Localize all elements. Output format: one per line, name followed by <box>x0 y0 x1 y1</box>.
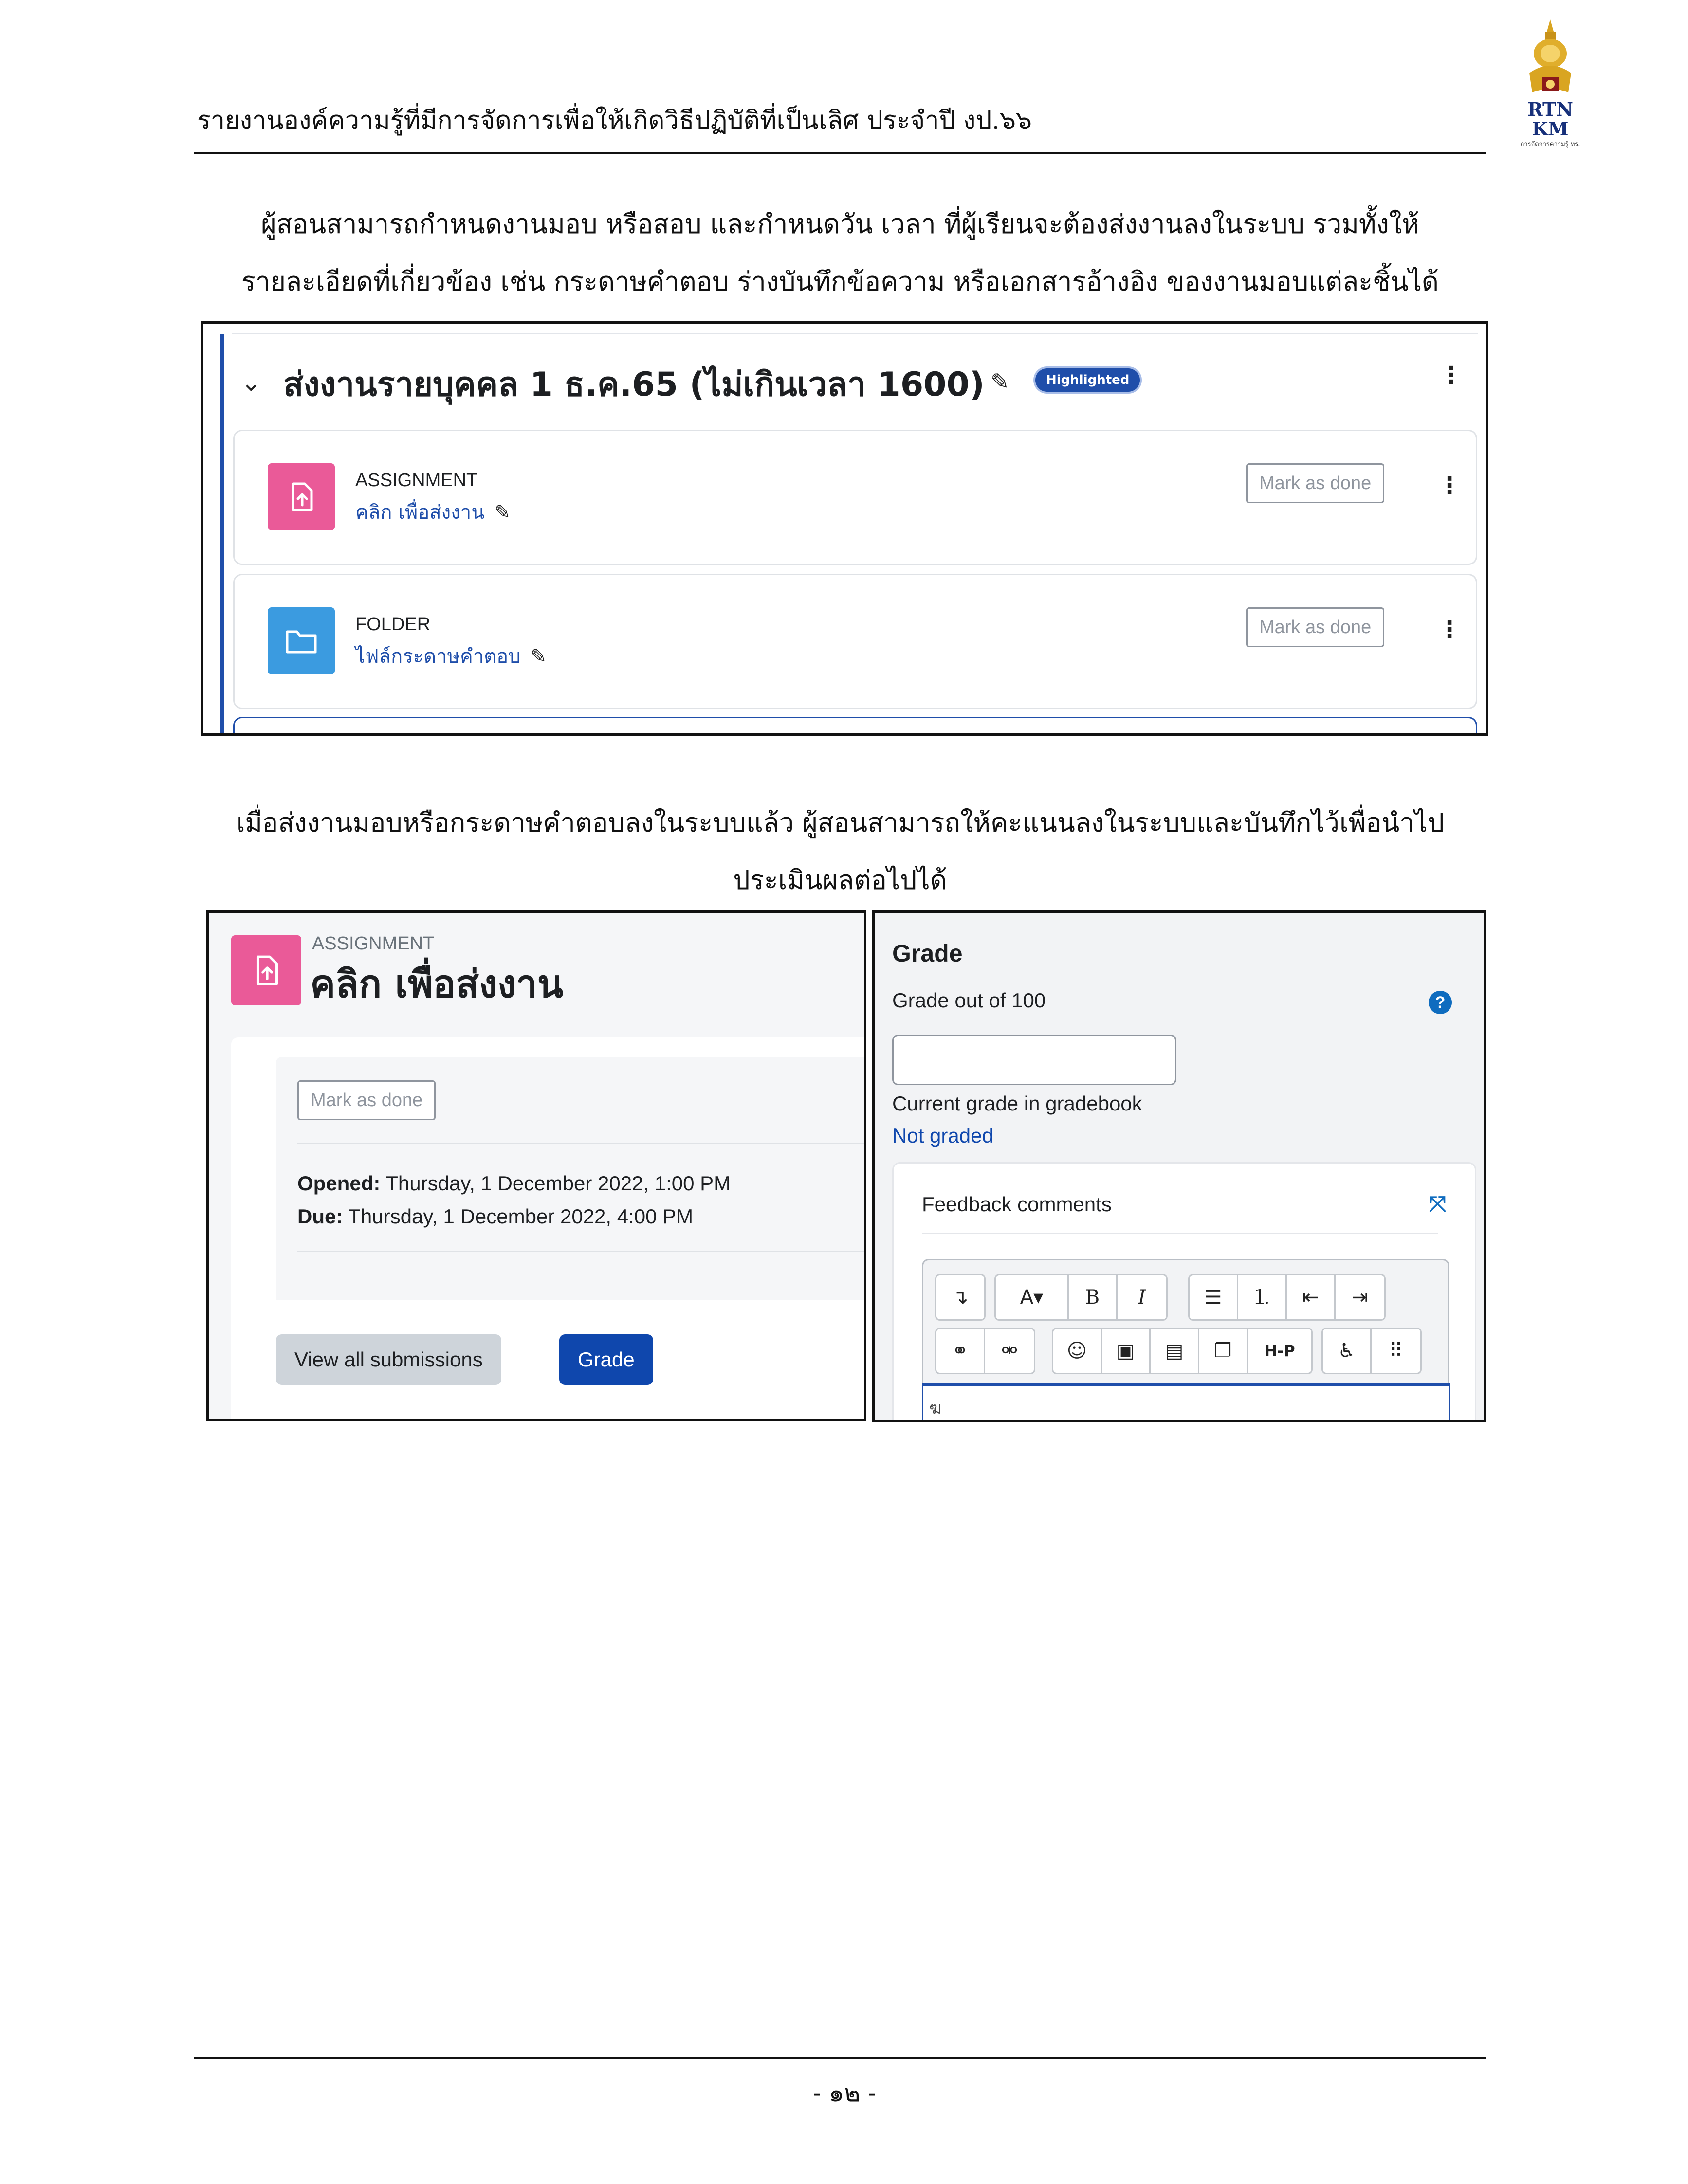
grading-paragraph <box>194 794 1486 909</box>
toolbar-group-accessibility <box>1321 1328 1422 1374</box>
mark-as-done-button[interactable]: Mark as done <box>1246 463 1384 503</box>
activity-type: ASSIGNMENT <box>355 470 478 491</box>
royal-emblem-icon <box>1523 19 1577 100</box>
activity-link[interactable] <box>355 496 511 528</box>
intro-line-2: รายละเอียดที่เกี่ยวข้อง เช่น กระดาษคำตอบ ร่างบันทึกข้อความ หรือเอกสารอ้างอิง ของงานมอบแต่ละชิ้นได้ <box>241 266 1439 297</box>
assignment-card <box>231 1037 866 1421</box>
feedback-comments-title: Feedback comments <box>922 1193 1112 1216</box>
divider <box>922 1233 1438 1234</box>
pencil-icon[interactable]: ✎ <box>530 645 547 668</box>
more-tools-icon[interactable]: ⠿ <box>1389 1340 1403 1362</box>
font-style-icon[interactable]: A▾ <box>996 1275 1069 1319</box>
course-section-screenshot <box>201 321 1488 736</box>
kebab-menu-icon[interactable]: ⋮ <box>1438 616 1461 643</box>
indent-icon[interactable]: ⇥ <box>1352 1286 1368 1309</box>
view-all-submissions-button[interactable]: View all submissions <box>276 1334 501 1385</box>
activity-name[interactable]: คลิก เพื่อส่งงาน <box>355 501 485 524</box>
activity-name[interactable]: ไฟล์กระดาษคำตอบ <box>355 645 521 668</box>
opened-date <box>297 1167 731 1200</box>
assignment-icon <box>231 935 301 1005</box>
assignment-screenshot <box>206 910 866 1421</box>
chevron-down-icon[interactable]: ⌄ <box>241 368 261 397</box>
assignment-title: คลิก เพื่อส่งงาน <box>310 963 564 1006</box>
feedback-text[interactable]: ฆ <box>929 1399 942 1418</box>
rtn-km-logo <box>1509 19 1592 148</box>
feedback-text-area[interactable] <box>922 1383 1450 1422</box>
outdent-icon[interactable]: ⇤ <box>1287 1275 1336 1319</box>
intro-paragraph <box>194 196 1486 310</box>
numbered-list-icon[interactable]: ⒈ <box>1238 1275 1287 1319</box>
activity-dates-panel <box>276 1057 866 1300</box>
header-rule <box>194 152 1486 154</box>
folder-icon <box>268 607 335 674</box>
collapse-toolbar-icon[interactable]: ↴ <box>952 1286 969 1309</box>
activity-type: FOLDER <box>355 614 431 635</box>
help-icon[interactable]: ? <box>1429 991 1452 1014</box>
h5p-icon[interactable]: H-P <box>1264 1342 1295 1360</box>
section-highlight-bar <box>220 334 224 736</box>
grade-button[interactable]: Grade <box>559 1334 653 1385</box>
current-grade-label: Current grade in gradebook <box>892 1092 1142 1115</box>
current-grade-value[interactable]: Not graded <box>892 1124 993 1147</box>
activity-dates <box>297 1167 731 1233</box>
feedback-comments-card <box>892 1162 1476 1422</box>
due-date <box>297 1200 731 1233</box>
pencil-icon[interactable]: ✎ <box>991 368 1009 395</box>
bold-icon[interactable]: B <box>1069 1275 1118 1319</box>
page-number: - ๑๒ - <box>812 2079 877 2107</box>
accessibility-icon[interactable]: ♿ <box>1323 1329 1372 1373</box>
due-value: Thursday, 1 December 2022, 4:00 PM <box>343 1205 694 1228</box>
activity-type: ASSIGNMENT <box>312 933 435 954</box>
toolbar-group-lists <box>1188 1274 1386 1321</box>
italic-icon[interactable]: I <box>1138 1286 1146 1309</box>
footer-rule <box>194 2057 1486 2059</box>
kebab-menu-icon[interactable]: ⋮ <box>1438 472 1461 499</box>
unlink-icon[interactable]: ⚮ <box>1001 1340 1018 1362</box>
grade-panel-screenshot <box>872 910 1486 1422</box>
opened-value: Thursday, 1 December 2022, 1:00 PM <box>380 1172 731 1195</box>
link-icon[interactable]: ⚭ <box>936 1329 985 1373</box>
grade-heading: Grade <box>892 940 963 967</box>
activity-folder[interactable] <box>233 574 1477 709</box>
next-activity-card <box>233 717 1477 736</box>
report-header: รายงานองค์ความรู้ที่มีการจัดการเพื่อให้เกิดวิธีปฏิบัติที่เป็นเลิศ ประจำปี งป.๖๖ <box>197 106 1032 135</box>
rich-text-editor <box>922 1259 1449 1422</box>
intro-line-1: ผู้สอนสามารถกำหนดงานมอบ หรือสอบ และกำหนดวัน เวลา ที่ผู้เรียนจะต้องส่งงานลงในระบบ รวมทั้งให้ <box>261 209 1419 239</box>
divider <box>297 1251 866 1252</box>
toolbar-group-undo <box>935 1274 986 1321</box>
bullet-list-icon[interactable]: ☰ <box>1190 1275 1238 1319</box>
section-title[interactable]: ส่งงานรายบุคคล 1 ธ.ค.65 (ไม่เกินเวลา 1600) <box>283 365 985 404</box>
due-label: Due: <box>297 1205 343 1228</box>
toolbar-group-text <box>994 1274 1168 1321</box>
assignment-icon <box>268 463 335 530</box>
toolbar-group-links <box>935 1328 1035 1374</box>
grading-line-2: ประเมินผลต่อไปได้ <box>733 865 947 895</box>
mark-as-done-button[interactable]: Mark as done <box>297 1080 436 1120</box>
grade-out-of-label: Grade out of 100 <box>892 989 1046 1012</box>
manage-files-icon[interactable]: ❐ <box>1199 1329 1248 1373</box>
emoji-icon[interactable]: ☺ <box>1053 1329 1102 1373</box>
media-icon[interactable]: ▤ <box>1151 1329 1199 1373</box>
pencil-icon[interactable]: ✎ <box>494 501 511 524</box>
grading-line-1: เมื่อส่งงานมอบหรือกระดาษคำตอบลงในระบบแล้ว ผู้สอนสามารถให้คะแนนลงในระบบและบันทึกไว้เพื่อนำไป <box>236 807 1445 838</box>
expand-icon[interactable]: ⤧ <box>1429 1192 1447 1217</box>
image-icon[interactable]: ▣ <box>1102 1329 1151 1373</box>
logo-subtext: การจัดการความรู้ ทร. <box>1520 141 1580 148</box>
logo-text: RTN KM <box>1527 98 1573 140</box>
mark-as-done-button[interactable]: Mark as done <box>1246 607 1384 647</box>
opened-label: Opened: <box>297 1172 381 1195</box>
activity-assignment[interactable] <box>233 430 1477 565</box>
kebab-menu-icon[interactable]: ⋮ <box>1439 362 1463 389</box>
activity-link[interactable] <box>355 640 547 672</box>
highlighted-badge: Highlighted <box>1035 368 1140 392</box>
grade-input[interactable] <box>892 1035 1176 1085</box>
toolbar-group-media <box>1052 1328 1313 1374</box>
section-top-divider <box>232 333 1478 334</box>
divider <box>297 1143 866 1144</box>
